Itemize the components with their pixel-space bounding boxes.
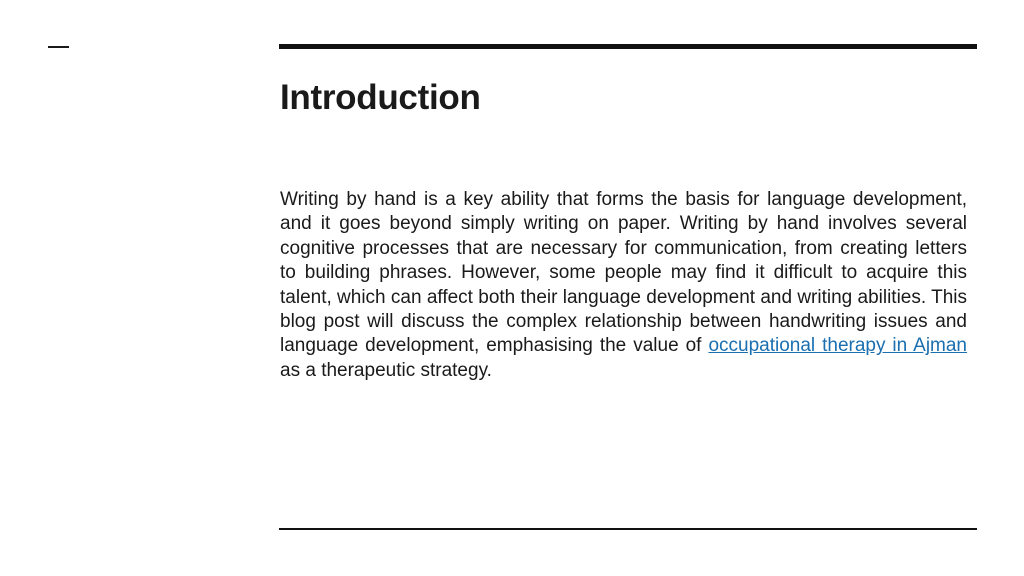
intro-paragraph [280, 188, 967, 383]
slide-title: Introduction [280, 78, 481, 117]
paragraph-text-before-link: Writing by hand is a key ability that forms the basis for language development, and it goes beyond simply writing on paper. Writing by hand involves several cognitive processes that are necessary for communication, from creating letters to building phrases. However, some people may find it difficult to acquire this talent, which can affect both their language development and writing abilities. This blog post will discuss the complex relationship between handwriting issues and language development, emphasising the value of [280, 189, 967, 357]
occupational-therapy-link[interactable]: occupational therapy in Ajman [708, 335, 967, 357]
corner-dash-decoration [48, 46, 69, 48]
bottom-divider [279, 528, 977, 530]
top-divider [279, 44, 977, 49]
paragraph-text-after-link: as a therapeutic strategy. [280, 359, 492, 381]
